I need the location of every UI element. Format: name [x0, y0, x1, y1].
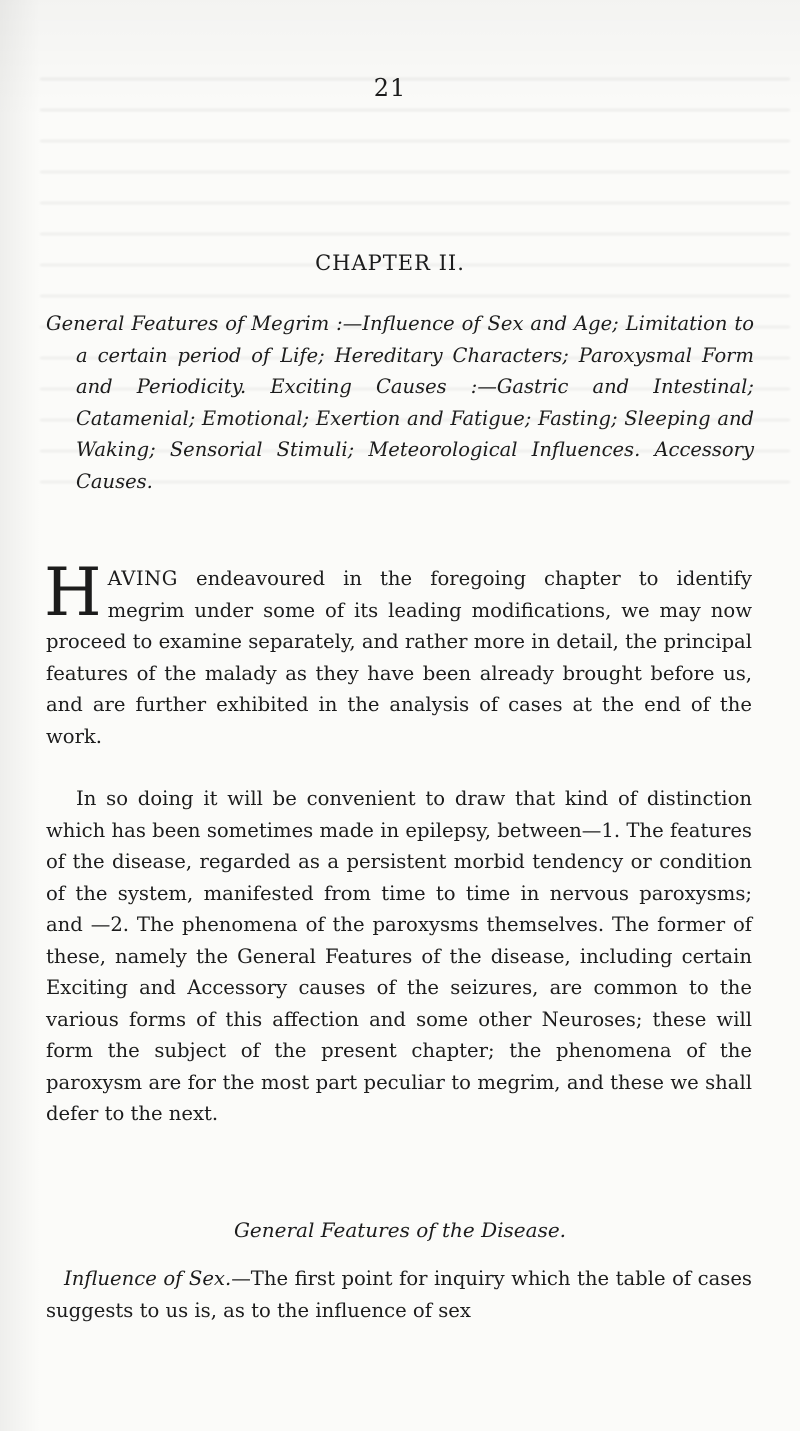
drop-cap: H	[44, 554, 102, 631]
paragraph-1	[44, 554, 752, 752]
chapter-title: CHAPTER II.	[315, 251, 465, 275]
page-number: 21	[373, 74, 407, 102]
section-heading: General Features of the Disease.	[233, 1218, 567, 1242]
paragraph-1-lead: AVING	[107, 567, 178, 590]
paragraph-3-lead: Influence of Sex.	[64, 1267, 232, 1290]
chapter-summary: General Features of Megrim :—Influence of Sex and Age; Limitation to a certain period of Life; Hereditary Characters; Paroxysmal Form and Periodicity. Exciting Causes :—Gastric and Intestinal; Catamenial; Emotional; Exertion and Fatigue; Fasting; Sleeping and Waking; Sensorial Stimuli; Meteorological Influences. Accessory Causes.	[46, 312, 754, 493]
paragraph-3-text: —The first point for inquiry which the table of cases suggests to us is, as to the influence of sex	[46, 1267, 752, 1322]
paragraph-2: In so doing it will be convenient to draw that kind of distinction which has been sometimes made in epilepsy, between—1. The features of the disease, regarded as a persistent morbid tendency or condition of the system, manifested from time to time in nervous paroxysms; and —2. The phenomena of the paroxysms themselves. The former of these, namely the General Features of the disease, including certain Exciting and Accessory causes of the seizures, are common to the various forms of this affection and some other Neuroses; these will form the subject of the present chapter; the phenomena of the paroxysm are for the most part peculiar to megrim, and these we shall defer to the next.	[46, 787, 752, 1125]
paragraph-3	[46, 1263, 752, 1326]
paragraph-1-text: endeavoured in the foregoing chapter to identify megrim under some of its leading modifications, we may now proceed to examine separately, and rather more in detail, the principal features of the malady as they have been already brought before us, and are further exhibited in the analysis of cases at the end of the work.	[46, 567, 752, 748]
